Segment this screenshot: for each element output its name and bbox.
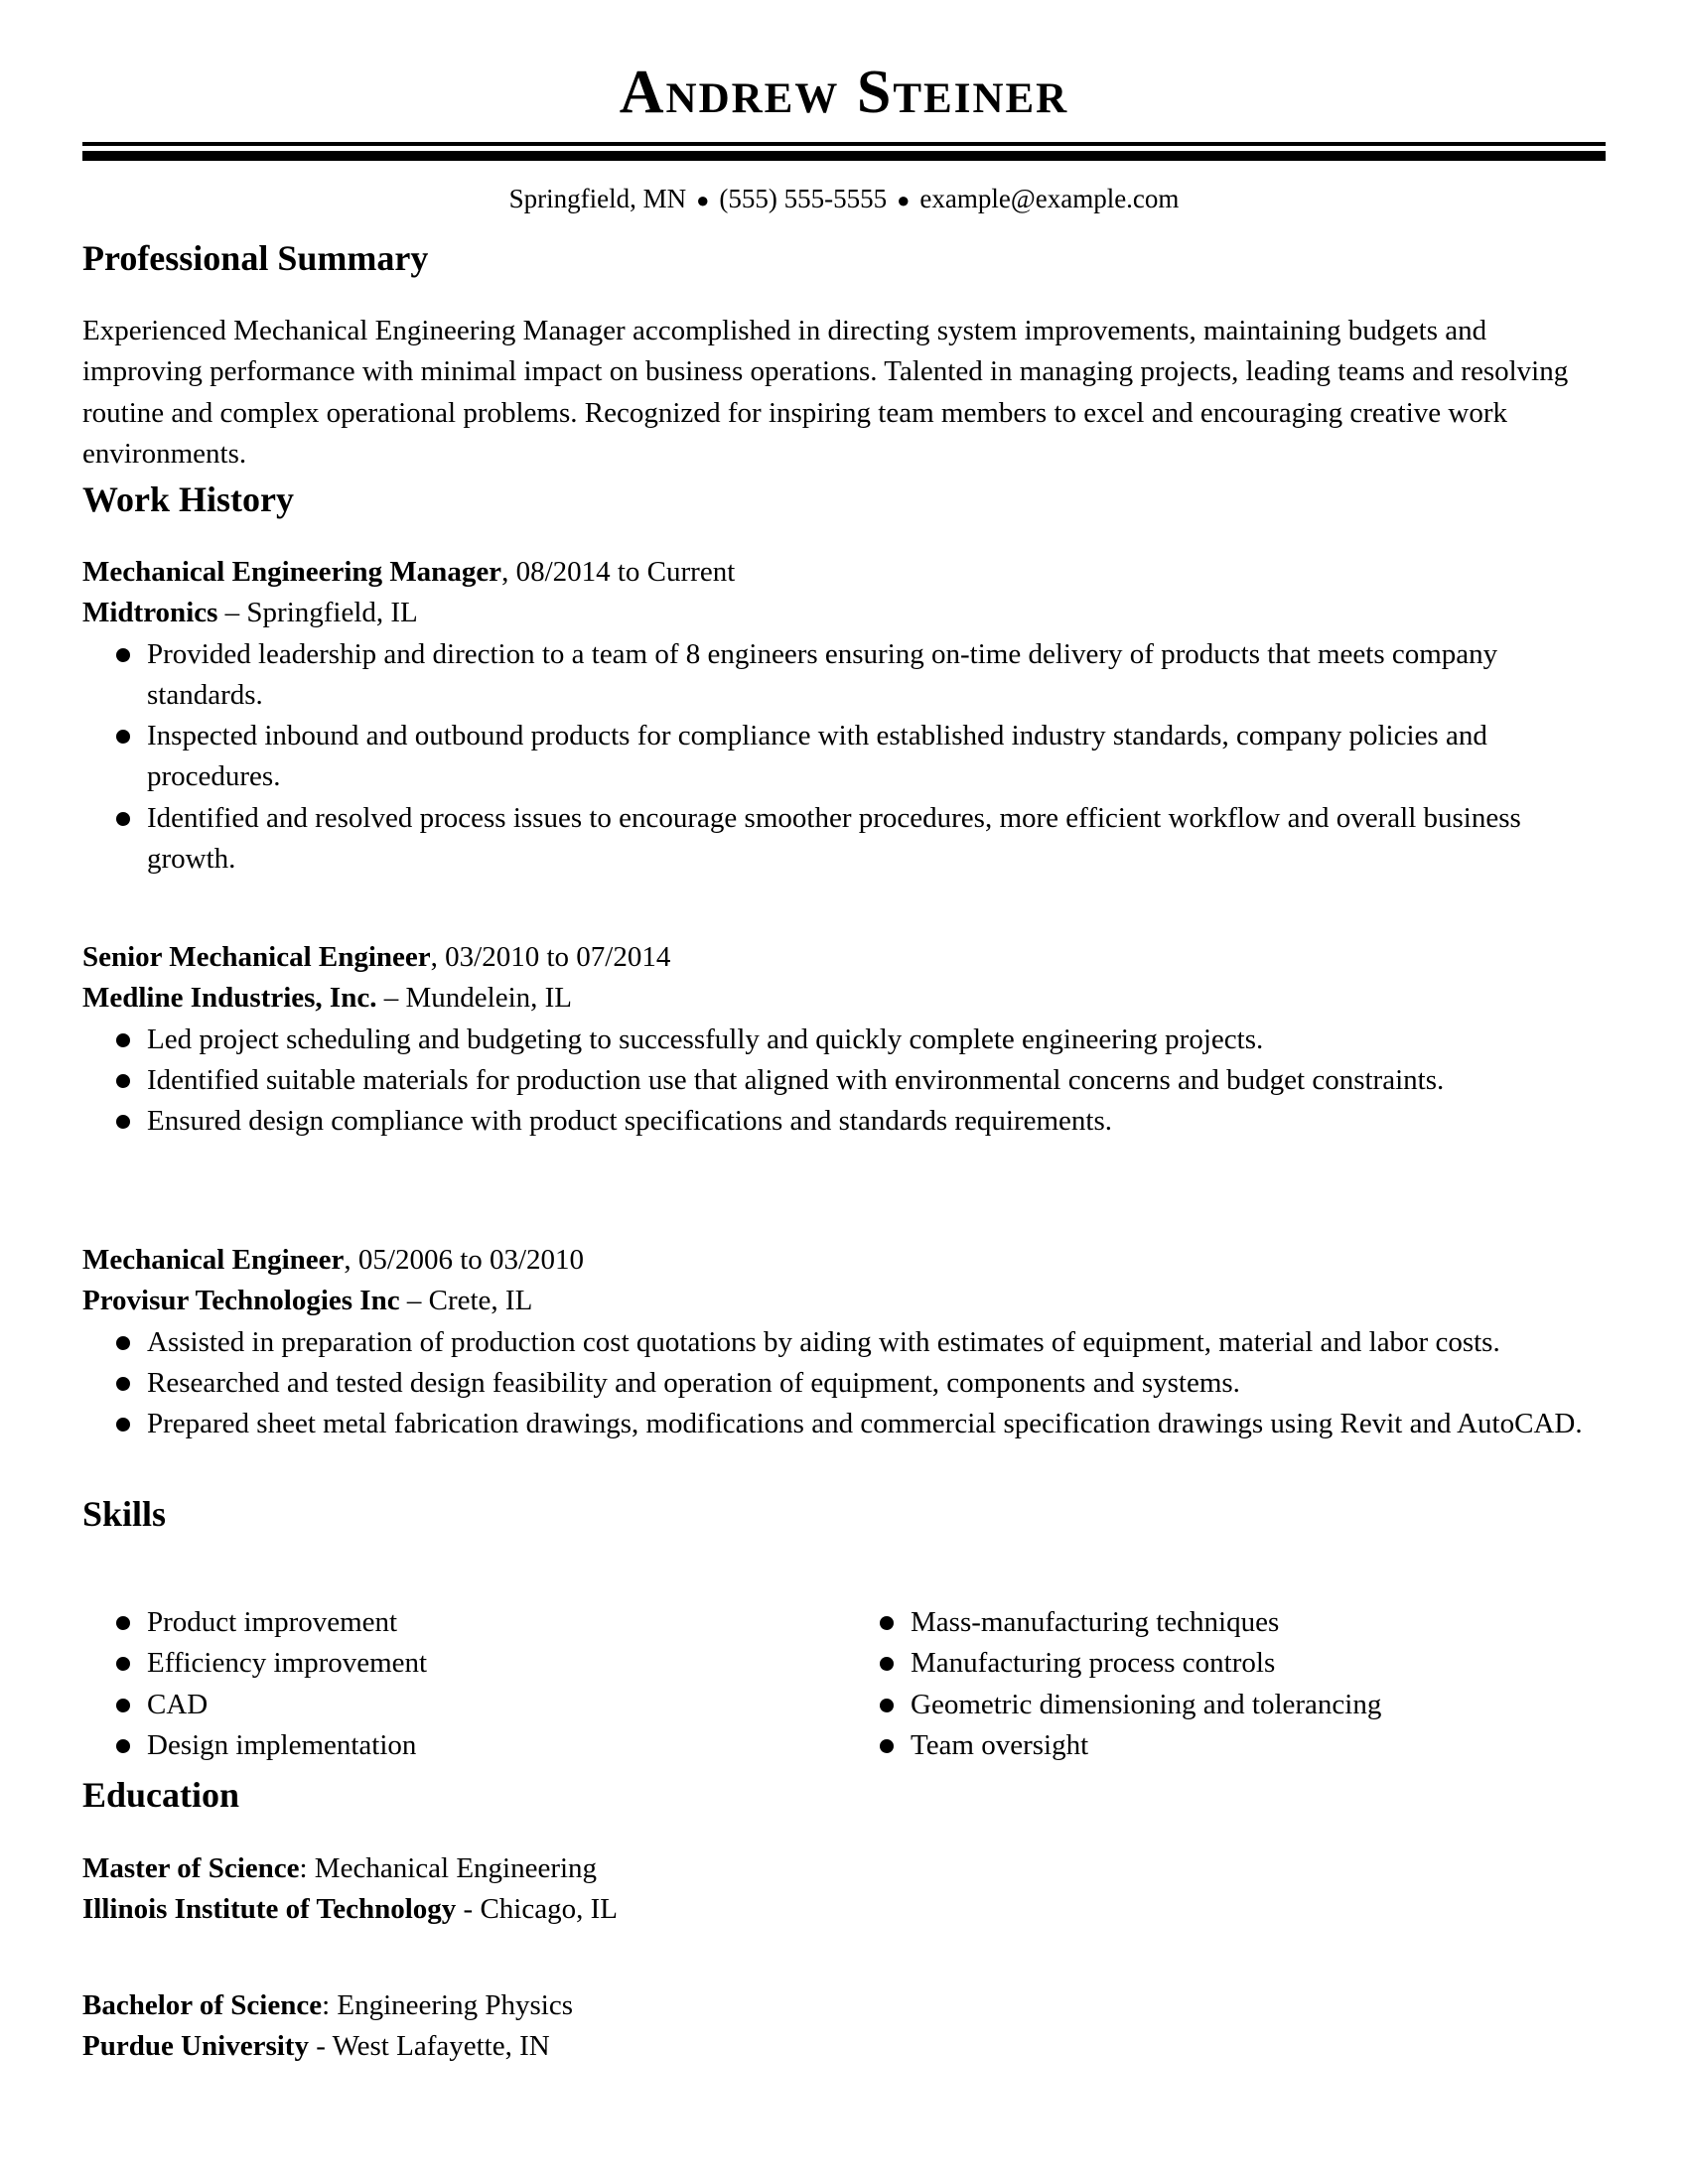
job-bullet: Identified suitable materials for production use that aligned with environmental concerns and budget constraints. xyxy=(147,1060,1606,1101)
job-bullets xyxy=(82,634,1606,881)
education-degree: Bachelor of Science xyxy=(82,1989,323,2021)
skills-column-left xyxy=(82,1602,912,1766)
job-location: – Springfield, IL xyxy=(217,597,418,629)
job-bullets xyxy=(82,1020,1606,1143)
education-field: : Mechanical Engineering xyxy=(299,1852,598,1884)
candidate-name: Andrew Steiner xyxy=(619,59,1069,126)
contact-line xyxy=(82,182,1606,217)
contact-location: Springfield, MN xyxy=(508,184,687,213)
job-company: Provisur Technologies Inc xyxy=(82,1285,400,1317)
education-entry xyxy=(82,1848,1606,1931)
job-title: Mechanical Engineering Manager xyxy=(82,556,502,588)
job-title-line xyxy=(82,552,1606,593)
education-degree-line xyxy=(82,1848,1606,1889)
job-dates: , 08/2014 to Current xyxy=(501,556,736,588)
section-title-education: Education xyxy=(82,1775,240,1815)
header-rule-thick xyxy=(82,151,1606,161)
education-school: Illinois Institute of Technology xyxy=(82,1893,457,1926)
header-rule-thin xyxy=(82,142,1606,146)
job-bullet: Identified and resolved process issues to encourage smoother procedures, more efficient workflow and overall business growth. xyxy=(147,798,1606,881)
job-company-line xyxy=(82,593,1606,633)
job-bullet: Ensured design compliance with product specifications and standards requirements. xyxy=(147,1101,1606,1142)
skill-item: Product improvement xyxy=(147,1602,912,1643)
job-bullet: Provided leadership and direction to a team of 8 engineers ensuring on-time delivery of products that meets company standards. xyxy=(147,634,1606,717)
skill-item: Design implementation xyxy=(147,1725,912,1766)
job-location: – Mundelein, IL xyxy=(376,982,572,1015)
job-bullets xyxy=(82,1322,1606,1445)
education-school: Purdue University xyxy=(82,2030,309,2063)
job-company-line xyxy=(82,978,1606,1019)
job-title-line xyxy=(82,1240,1606,1281)
skill-item: Geometric dimensioning and tolerancing xyxy=(911,1685,1670,1725)
summary-text: Experienced Mechanical Engineering Manager accomplished in directing system improvements, maintaining budgets and improving performance with minimal impact on business operations. Talented in managing projects, leading teams and resolving routine and complex operational problems. Recognized for inspiring team members to excel and encouraging creative work environments. xyxy=(82,315,1569,470)
contact-phone: (555) 555-5555 xyxy=(719,184,888,213)
education-school-line xyxy=(82,2026,1606,2067)
job-entry xyxy=(82,937,1606,1142)
skills-column-right xyxy=(846,1602,1670,1766)
job-dates: , 03/2010 to 07/2014 xyxy=(430,941,671,973)
job-entry xyxy=(82,552,1606,880)
skill-item: CAD xyxy=(147,1685,912,1725)
section-title-work-history: Work History xyxy=(82,479,294,519)
section-title-skills: Skills xyxy=(82,1494,167,1534)
education-school-line xyxy=(82,1889,1606,1930)
bullet-separator-icon: ● xyxy=(897,188,911,212)
job-title: Senior Mechanical Engineer xyxy=(82,941,431,973)
job-dates: , 05/2006 to 03/2010 xyxy=(344,1244,585,1276)
job-entry xyxy=(82,1240,1606,1444)
job-bullet: Led project scheduling and budgeting to successfully and quickly complete engineering projects. xyxy=(147,1020,1606,1060)
job-title: Mechanical Engineer xyxy=(82,1244,345,1276)
skill-item: Efficiency improvement xyxy=(147,1643,912,1684)
education-entry xyxy=(82,1985,1606,2068)
skill-item: Manufacturing process controls xyxy=(911,1643,1670,1684)
job-bullet: Assisted in preparation of production cost quotations by aiding with estimates of equipment, material and labor costs. xyxy=(147,1322,1606,1363)
job-company: Midtronics xyxy=(82,597,218,629)
education-degree: Master of Science xyxy=(82,1852,300,1884)
education-location: - West Lafayette, IN xyxy=(308,2030,550,2063)
job-bullet: Prepared sheet metal fabrication drawings, modifications and commercial specification drawings using Revit and AutoCAD. xyxy=(147,1404,1606,1444)
bullet-separator-icon: ● xyxy=(696,188,710,212)
education-location: - Chicago, IL xyxy=(456,1893,618,1926)
job-title-line xyxy=(82,937,1606,978)
job-bullet: Researched and tested design feasibility and operation of equipment, components and systems. xyxy=(147,1363,1606,1404)
section-title-summary: Professional Summary xyxy=(82,238,429,278)
education-field: : Engineering Physics xyxy=(322,1989,573,2021)
job-location: – Crete, IL xyxy=(399,1285,533,1317)
job-company-line xyxy=(82,1281,1606,1321)
job-bullet: Inspected inbound and outbound products for compliance with established industry standards, company policies and procedures. xyxy=(147,716,1606,798)
contact-email: example@example.com xyxy=(919,184,1180,213)
education-degree-line xyxy=(82,1985,1606,2026)
skill-item: Team oversight xyxy=(911,1725,1670,1766)
job-company: Medline Industries, Inc. xyxy=(82,982,377,1015)
skill-item: Mass-manufacturing techniques xyxy=(911,1602,1670,1643)
